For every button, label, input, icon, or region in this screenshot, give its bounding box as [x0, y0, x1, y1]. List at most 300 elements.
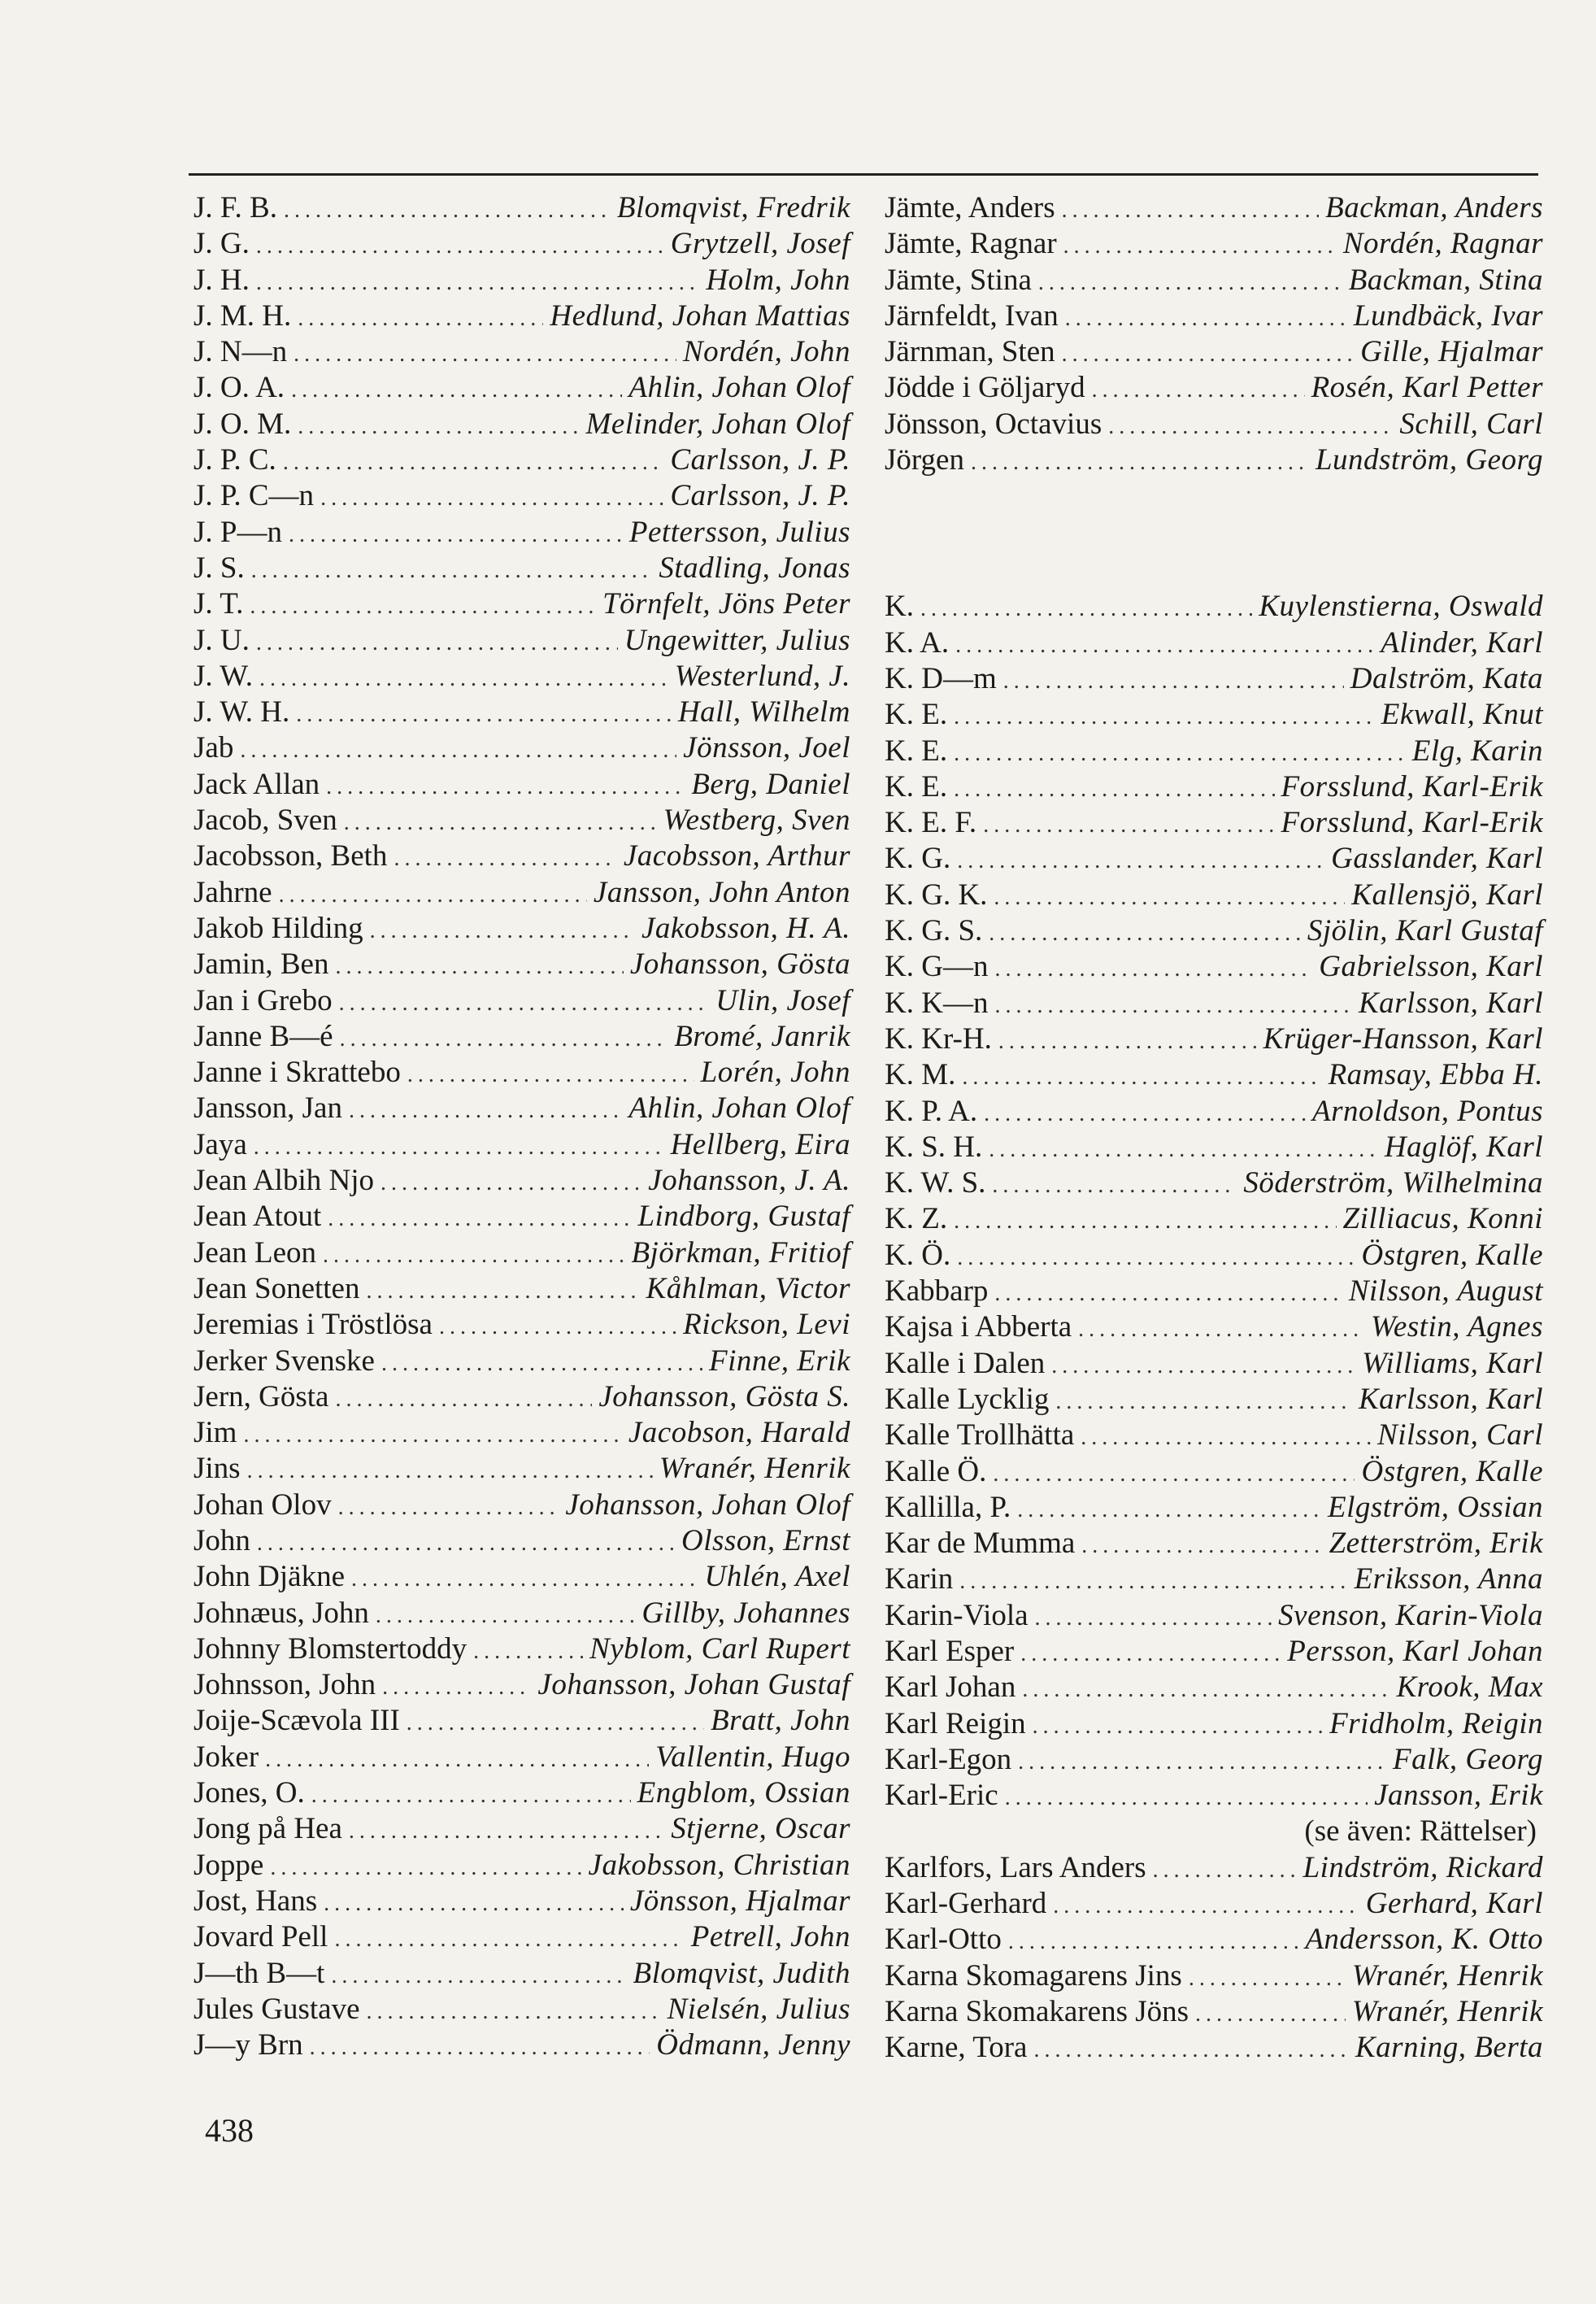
dot-leader	[265, 1742, 649, 1778]
dot-leader	[257, 1526, 675, 1561]
pseudonym: Kar de Mumma	[885, 1527, 1076, 1561]
pseudonym: K. S. H.	[885, 1130, 983, 1164]
real-name: Krook, Max	[1396, 1670, 1543, 1705]
real-name: Jacobson, Harald	[628, 1416, 850, 1450]
pseudonym: Jost, Hans	[194, 1884, 318, 1918]
dot-leader	[959, 1564, 1347, 1600]
dot-leader	[1018, 1744, 1386, 1780]
real-name: Ekwall, Knut	[1381, 698, 1543, 732]
right-column	[885, 190, 1543, 2067]
pseudonym: Jahrne	[194, 875, 272, 909]
real-name: Johansson, Gösta S.	[598, 1379, 850, 1413]
real-name: Westerlund, J.	[674, 659, 850, 693]
index-entry	[885, 1238, 1543, 1274]
index-entry	[885, 1670, 1543, 1705]
index-entry	[885, 841, 1543, 877]
pseudonym: J—y Brn	[194, 2028, 303, 2062]
pseudonym: J. U.	[194, 623, 250, 657]
dot-leader	[1003, 664, 1344, 699]
index-entry	[194, 1415, 850, 1451]
pseudonym: K. G. S.	[885, 914, 983, 948]
dot-leader	[298, 301, 543, 337]
pseudonym: Jean Sonetten	[194, 1271, 360, 1305]
index-entry	[194, 1487, 850, 1523]
dot-leader	[1195, 1997, 1346, 2032]
dot-leader	[994, 952, 1312, 987]
real-name: Gillby, Johannes	[641, 1596, 850, 1630]
dot-leader	[989, 1132, 1378, 1168]
dot-leader	[954, 772, 1274, 808]
index-entry	[885, 1958, 1543, 1994]
dot-leader	[994, 988, 1352, 1024]
dot-leader	[1108, 409, 1393, 445]
index-entry	[885, 1021, 1543, 1057]
index-entry	[194, 1451, 850, 1487]
index-entry	[885, 2030, 1543, 2066]
dot-leader	[381, 1165, 641, 1201]
dot-leader	[370, 913, 635, 949]
pseudonym: Kabbarp	[885, 1274, 989, 1309]
index-entry	[194, 1631, 850, 1667]
dot-leader	[328, 1201, 631, 1237]
dot-leader	[279, 878, 587, 913]
real-name: Berg, Daniel	[691, 767, 850, 801]
real-name: Stadling, Jonas	[659, 551, 850, 585]
pseudonym: J—th B—t	[194, 1956, 325, 1990]
pseudonym: Jules Gustave	[194, 1992, 360, 2026]
real-name: Wranér, Henrik	[1351, 1958, 1543, 1993]
index-entry	[885, 1526, 1543, 1561]
pseudonym: K. K—n	[885, 986, 989, 1020]
dot-leader	[254, 1130, 664, 1165]
index-entry	[885, 1346, 1543, 1382]
pseudonym: Jerker Svenske	[194, 1344, 375, 1378]
pseudonym: Jamin, Ben	[194, 947, 329, 982]
pseudonym: J. W. H.	[194, 695, 290, 730]
index-entry	[885, 986, 1543, 1021]
pseudonym: Joker	[194, 1740, 259, 1774]
index-entry	[885, 263, 1543, 298]
dot-leader	[311, 1778, 631, 1814]
dot-leader	[1081, 1528, 1322, 1564]
real-name: Forsslund, Karl-Erik	[1281, 806, 1543, 840]
dot-leader	[984, 1096, 1306, 1132]
index-entry	[885, 697, 1543, 733]
real-name: Jönsson, Joel	[683, 731, 850, 765]
pseudonym: Jones, O.	[194, 1776, 305, 1810]
real-name: Grytzell, Josef	[670, 227, 850, 261]
pseudonym: Jörgen	[885, 443, 964, 477]
pseudonym: K. Ö.	[885, 1238, 951, 1272]
index-entry	[194, 767, 850, 803]
index-entry	[885, 1130, 1543, 1165]
dot-leader	[1062, 337, 1354, 372]
pseudonym: Karl Johan	[885, 1670, 1016, 1705]
dot-leader	[349, 1093, 622, 1129]
pseudonym: Karl Esper	[885, 1634, 1015, 1668]
dot-leader	[240, 733, 676, 769]
pseudonym: Jern, Gösta	[194, 1379, 329, 1413]
index-entry	[194, 1596, 850, 1631]
real-name: Krüger-Hansson, Karl	[1263, 1021, 1543, 1056]
index-entry	[194, 1344, 850, 1379]
pseudonym: Jödde i Göljaryd	[885, 371, 1085, 405]
dot-leader	[247, 1453, 653, 1489]
pseudonym: John Djäkne	[194, 1560, 345, 1594]
pseudonym: Karl-Otto	[885, 1923, 1002, 1957]
real-name: Svenson, Karin-Viola	[1278, 1598, 1543, 1632]
real-name: Nilsson, August	[1348, 1274, 1543, 1309]
real-name: Uhlén, Axel	[704, 1560, 850, 1594]
index-entry	[194, 1235, 850, 1271]
pseudonym: K. P. A.	[885, 1094, 978, 1128]
real-name: Kallensjö, Karl	[1351, 878, 1543, 912]
left-column	[194, 190, 850, 2063]
pseudonym: K. A.	[885, 625, 950, 660]
real-name: Holm, John	[706, 263, 850, 297]
dot-leader	[289, 517, 623, 553]
index-entry	[194, 730, 850, 766]
dot-leader	[954, 699, 1375, 735]
index-entry	[885, 1490, 1543, 1526]
index-entry	[194, 695, 850, 730]
pseudonym: J. M. H.	[194, 298, 292, 333]
index-entry	[194, 263, 850, 298]
index-entry	[885, 1706, 1543, 1742]
real-name: Lundbäck, Ivar	[1353, 298, 1543, 333]
dot-leader	[1153, 1853, 1297, 1888]
dot-leader	[351, 1561, 698, 1597]
pseudonym: Jämte, Anders	[885, 191, 1055, 224]
pseudonym: Järnfeldt, Ivan	[885, 298, 1059, 333]
dot-leader	[323, 1238, 624, 1274]
pseudonym: K. Kr-H.	[885, 1021, 992, 1056]
index-entry	[194, 551, 850, 586]
real-name: Söderström, Wilhelmina	[1243, 1166, 1543, 1200]
real-name: Williams, Karl	[1362, 1346, 1543, 1380]
dot-leader	[957, 1240, 1355, 1276]
dot-leader	[954, 736, 1406, 772]
pseudonym: K. E.	[885, 698, 948, 732]
pseudonym: J. T.	[194, 587, 244, 621]
index-entry	[885, 1994, 1543, 2030]
pseudonym: K. Z.	[885, 1202, 948, 1236]
real-name: Lindborg, Gustaf	[637, 1200, 850, 1234]
real-name: Engblom, Ossian	[637, 1776, 850, 1810]
index-entry	[194, 1199, 850, 1235]
dot-leader	[1022, 1672, 1389, 1708]
pseudonym: Karl-Gerhard	[885, 1887, 1047, 1921]
real-name: Johansson, Gösta	[629, 947, 850, 982]
pseudonym: J. P. C.	[194, 443, 276, 477]
pseudonym: Kalle Lycklig	[885, 1382, 1050, 1416]
dot-leader	[983, 808, 1274, 843]
pseudonym: Karin-Viola	[885, 1598, 1028, 1632]
section-gap	[885, 478, 1543, 589]
pseudonym: Karna Skomakarens Jöns	[885, 1994, 1189, 2028]
index-entry	[194, 659, 850, 695]
index-entry	[885, 805, 1543, 841]
pseudonym: Kalle Ö.	[885, 1454, 987, 1488]
dot-leader	[283, 445, 664, 481]
pseudonym: Kajsa i Abberta	[885, 1310, 1072, 1344]
dot-leader	[994, 880, 1345, 916]
index-entry	[885, 442, 1543, 478]
dot-leader	[1053, 1888, 1359, 1924]
real-name: Ahlin, Johan Olof	[628, 1091, 850, 1126]
pseudonym: Jong på Hea	[194, 1812, 342, 1846]
index-entry	[194, 1848, 850, 1884]
real-name: Ramsay, Ebba H.	[1328, 1058, 1543, 1092]
dot-leader	[1055, 1384, 1352, 1420]
dot-leader	[366, 1274, 639, 1309]
index-entry	[194, 1884, 850, 1919]
dot-leader	[256, 625, 618, 661]
real-name: Schill, Carl	[1399, 407, 1543, 441]
dot-leader	[1020, 1636, 1281, 1672]
dot-leader	[376, 1598, 635, 1634]
dot-leader	[310, 2030, 650, 2066]
real-name: Melinder, Johan Olof	[585, 407, 850, 441]
real-name: Gerhard, Karl	[1365, 1887, 1543, 1921]
index-entry	[885, 1634, 1543, 1670]
pseudonym: Jämte, Stina	[885, 263, 1032, 297]
real-name: Wranér, Henrik	[659, 1452, 850, 1486]
dot-leader	[1092, 372, 1305, 408]
pseudonym: J. H.	[194, 263, 250, 297]
dot-leader	[331, 1958, 626, 1994]
dot-leader	[954, 1204, 1336, 1239]
index-entry	[194, 334, 850, 370]
pseudonym: Jean Leon	[194, 1235, 317, 1270]
dot-leader	[243, 1418, 621, 1453]
real-name: Karning, Berta	[1355, 2031, 1543, 2065]
pseudonym: J. W.	[194, 659, 254, 693]
right-column-j-section	[885, 190, 1543, 478]
dot-leader	[367, 1994, 661, 2030]
index-entry	[885, 226, 1543, 262]
dot-leader	[1033, 1709, 1323, 1744]
dot-leader	[1078, 1312, 1364, 1348]
real-name: Alinder, Karl	[1381, 625, 1543, 660]
real-name: Zilliacus, Konni	[1342, 1202, 1543, 1236]
real-name: Gabrielsson, Karl	[1319, 950, 1543, 984]
dot-leader	[473, 1634, 583, 1670]
pseudonym: Kallilla, P.	[885, 1490, 1011, 1524]
index-entry	[194, 1992, 850, 2027]
pseudonym: Jansson, Jan	[194, 1091, 342, 1126]
index-entry	[885, 298, 1543, 334]
dot-leader	[334, 1922, 684, 1958]
pseudonym: Joije-Scævola III	[194, 1704, 400, 1738]
index-entry	[885, 1418, 1543, 1453]
index-entry	[885, 1742, 1543, 1778]
real-name: Björkman, Fritiof	[631, 1235, 850, 1270]
real-name: Ahlin, Johan Olof	[628, 371, 850, 405]
pseudonym: J. G.	[194, 227, 250, 261]
real-name: Sjölin, Karl Gustaf	[1307, 914, 1543, 948]
index-entry	[885, 1850, 1543, 1886]
real-name: Kåhlman, Victor	[646, 1271, 850, 1305]
dot-leader	[971, 445, 1309, 481]
index-entry	[885, 1922, 1543, 1958]
index-entry	[194, 407, 850, 442]
real-name: Nordén, Ragnar	[1342, 227, 1543, 261]
real-name: Finne, Erik	[708, 1344, 850, 1378]
dot-leader	[335, 1382, 592, 1418]
pseudonym: J. S.	[194, 551, 245, 585]
dot-leader	[1038, 265, 1342, 301]
pseudonym: Jakob Hilding	[194, 911, 363, 945]
index-entry	[885, 334, 1543, 370]
dot-leader	[284, 193, 611, 229]
real-name: Fridholm, Reigin	[1329, 1706, 1543, 1740]
pseudonym: Jacob, Sven	[194, 804, 337, 838]
index-entry	[194, 838, 850, 874]
pseudonym: Karne, Tora	[885, 2031, 1028, 2065]
dot-leader	[251, 553, 653, 589]
dot-leader	[920, 591, 1252, 627]
index-entry	[194, 1667, 850, 1703]
real-name: Ulin, Josef	[715, 983, 850, 1017]
dot-leader	[335, 949, 623, 985]
real-name: Forsslund, Karl-Erik	[1281, 769, 1543, 804]
real-name: Eriksson, Anna	[1354, 1562, 1543, 1596]
dot-leader	[957, 843, 1324, 879]
pseudonym: Johnny Blomstertoddy	[194, 1631, 467, 1666]
real-name: Bromé, Janrik	[674, 1019, 850, 1053]
pseudonym: Johnæus, John	[194, 1596, 369, 1630]
dot-leader	[349, 1814, 664, 1849]
index-entry	[194, 1523, 850, 1559]
dot-leader	[1017, 1492, 1321, 1528]
real-name: Andersson, K. Otto	[1305, 1923, 1543, 1957]
pseudonym: Jaya	[194, 1127, 247, 1161]
pseudonym: J. P. C—n	[194, 479, 315, 513]
index-entry	[194, 586, 850, 622]
index-entry	[194, 1091, 850, 1126]
right-column-k-section	[885, 589, 1543, 1814]
real-name: Falk, Georg	[1393, 1742, 1543, 1776]
pseudonym: K. E. F.	[885, 806, 977, 840]
index-entry	[194, 1379, 850, 1415]
real-name: Wranér, Henrik	[1351, 1994, 1543, 2028]
dot-leader	[344, 805, 657, 841]
index-entry	[194, 442, 850, 478]
real-name: Kuylenstierna, Oswald	[1259, 590, 1543, 624]
index-entry	[885, 407, 1543, 442]
pseudonym: Karl Reigin	[885, 1706, 1026, 1740]
index-entry	[885, 1382, 1543, 1418]
dot-leader	[250, 589, 596, 625]
index-entry	[194, 1271, 850, 1307]
pseudonym: Jacobsson, Beth	[194, 839, 388, 873]
index-entry	[885, 1201, 1543, 1237]
index-entry	[194, 1019, 850, 1055]
pseudonym: K. M.	[885, 1058, 956, 1092]
dot-leader	[1065, 301, 1347, 337]
real-name: Gille, Hjalmar	[1360, 335, 1543, 369]
pseudonym: Joppe	[194, 1848, 264, 1882]
index-entry	[194, 1811, 850, 1847]
real-name: Carlsson, J. P.	[670, 443, 850, 477]
dot-leader	[993, 1457, 1355, 1492]
dot-leader	[1062, 193, 1320, 229]
pseudonym: K. D—m	[885, 661, 997, 695]
pseudonym: Karin	[885, 1562, 954, 1596]
index-entry	[194, 1956, 850, 1992]
real-name: Nordén, John	[682, 335, 850, 369]
pseudonym: K. E.	[885, 769, 948, 804]
real-name: Lorén, John	[700, 1056, 850, 1090]
real-name: Jacobsson, Arthur	[623, 839, 850, 873]
pseudonym: Karlfors, Lars Anders	[885, 1850, 1146, 1884]
dot-leader	[382, 1670, 531, 1705]
real-name: Haglöf, Karl	[1384, 1130, 1543, 1164]
pseudonym: K. G.	[885, 842, 951, 876]
pseudonym: Johnsson, John	[194, 1668, 376, 1702]
index-entry	[885, 769, 1543, 805]
index-entry	[885, 949, 1543, 985]
index-entry	[885, 370, 1543, 406]
real-name: Törnfelt, Jöns Peter	[602, 587, 850, 621]
index-entry	[194, 1127, 850, 1163]
pseudonym: K.	[885, 590, 914, 624]
real-name: Blomqvist, Fredrik	[616, 191, 850, 224]
dot-leader	[1033, 2032, 1348, 2068]
real-name: Dalström, Kata	[1350, 661, 1543, 695]
index-entry	[194, 947, 850, 982]
real-name: Bratt, John	[711, 1704, 850, 1738]
pseudonym: Kalle Trollhätta	[885, 1418, 1075, 1453]
dot-leader	[256, 229, 664, 264]
pseudonym: K. W. S.	[885, 1166, 986, 1200]
real-name: Arnoldson, Pontus	[1312, 1094, 1543, 1128]
dot-leader	[326, 769, 685, 805]
index-entry	[194, 1055, 850, 1091]
index-entry	[885, 1057, 1543, 1093]
pseudonym: Karl-Egon	[885, 1742, 1012, 1776]
dot-leader	[992, 1168, 1237, 1204]
real-name: Zetterström, Erik	[1329, 1527, 1543, 1561]
real-name: Lindström, Rickard	[1302, 1850, 1543, 1884]
real-name: Jansson, Erik	[1374, 1779, 1543, 1813]
real-name: Johansson, Johan Gustaf	[537, 1668, 850, 1702]
pseudonym: Kalle i Dalen	[885, 1346, 1046, 1380]
index-entry	[194, 623, 850, 659]
real-name: Karlsson, Karl	[1358, 1382, 1543, 1416]
index-entry	[194, 2027, 850, 2063]
real-name: Blomqvist, Judith	[633, 1956, 850, 1990]
pseudonym: J. P—n	[194, 515, 282, 549]
pseudonym: Jean Albih Njo	[194, 1164, 374, 1198]
real-name: Jakobsson, Christian	[588, 1848, 850, 1882]
index-entry	[194, 1703, 850, 1739]
pseudonym: Jovard Pell	[194, 1920, 328, 1954]
index-entry	[885, 1274, 1543, 1309]
index-entry	[194, 1919, 850, 1955]
pseudonym: Jab	[194, 731, 234, 765]
dot-leader	[381, 1346, 702, 1382]
index-entry	[885, 1309, 1543, 1345]
pseudonym: Jan i Grebo	[194, 983, 333, 1017]
pseudonym: Janne i Skrattebo	[194, 1056, 401, 1090]
real-name: Lundström, Georg	[1315, 443, 1543, 477]
dot-leader	[1189, 1961, 1346, 1997]
dot-leader	[291, 372, 622, 408]
index-entry	[885, 913, 1543, 949]
pseudonym: K. E.	[885, 734, 948, 768]
